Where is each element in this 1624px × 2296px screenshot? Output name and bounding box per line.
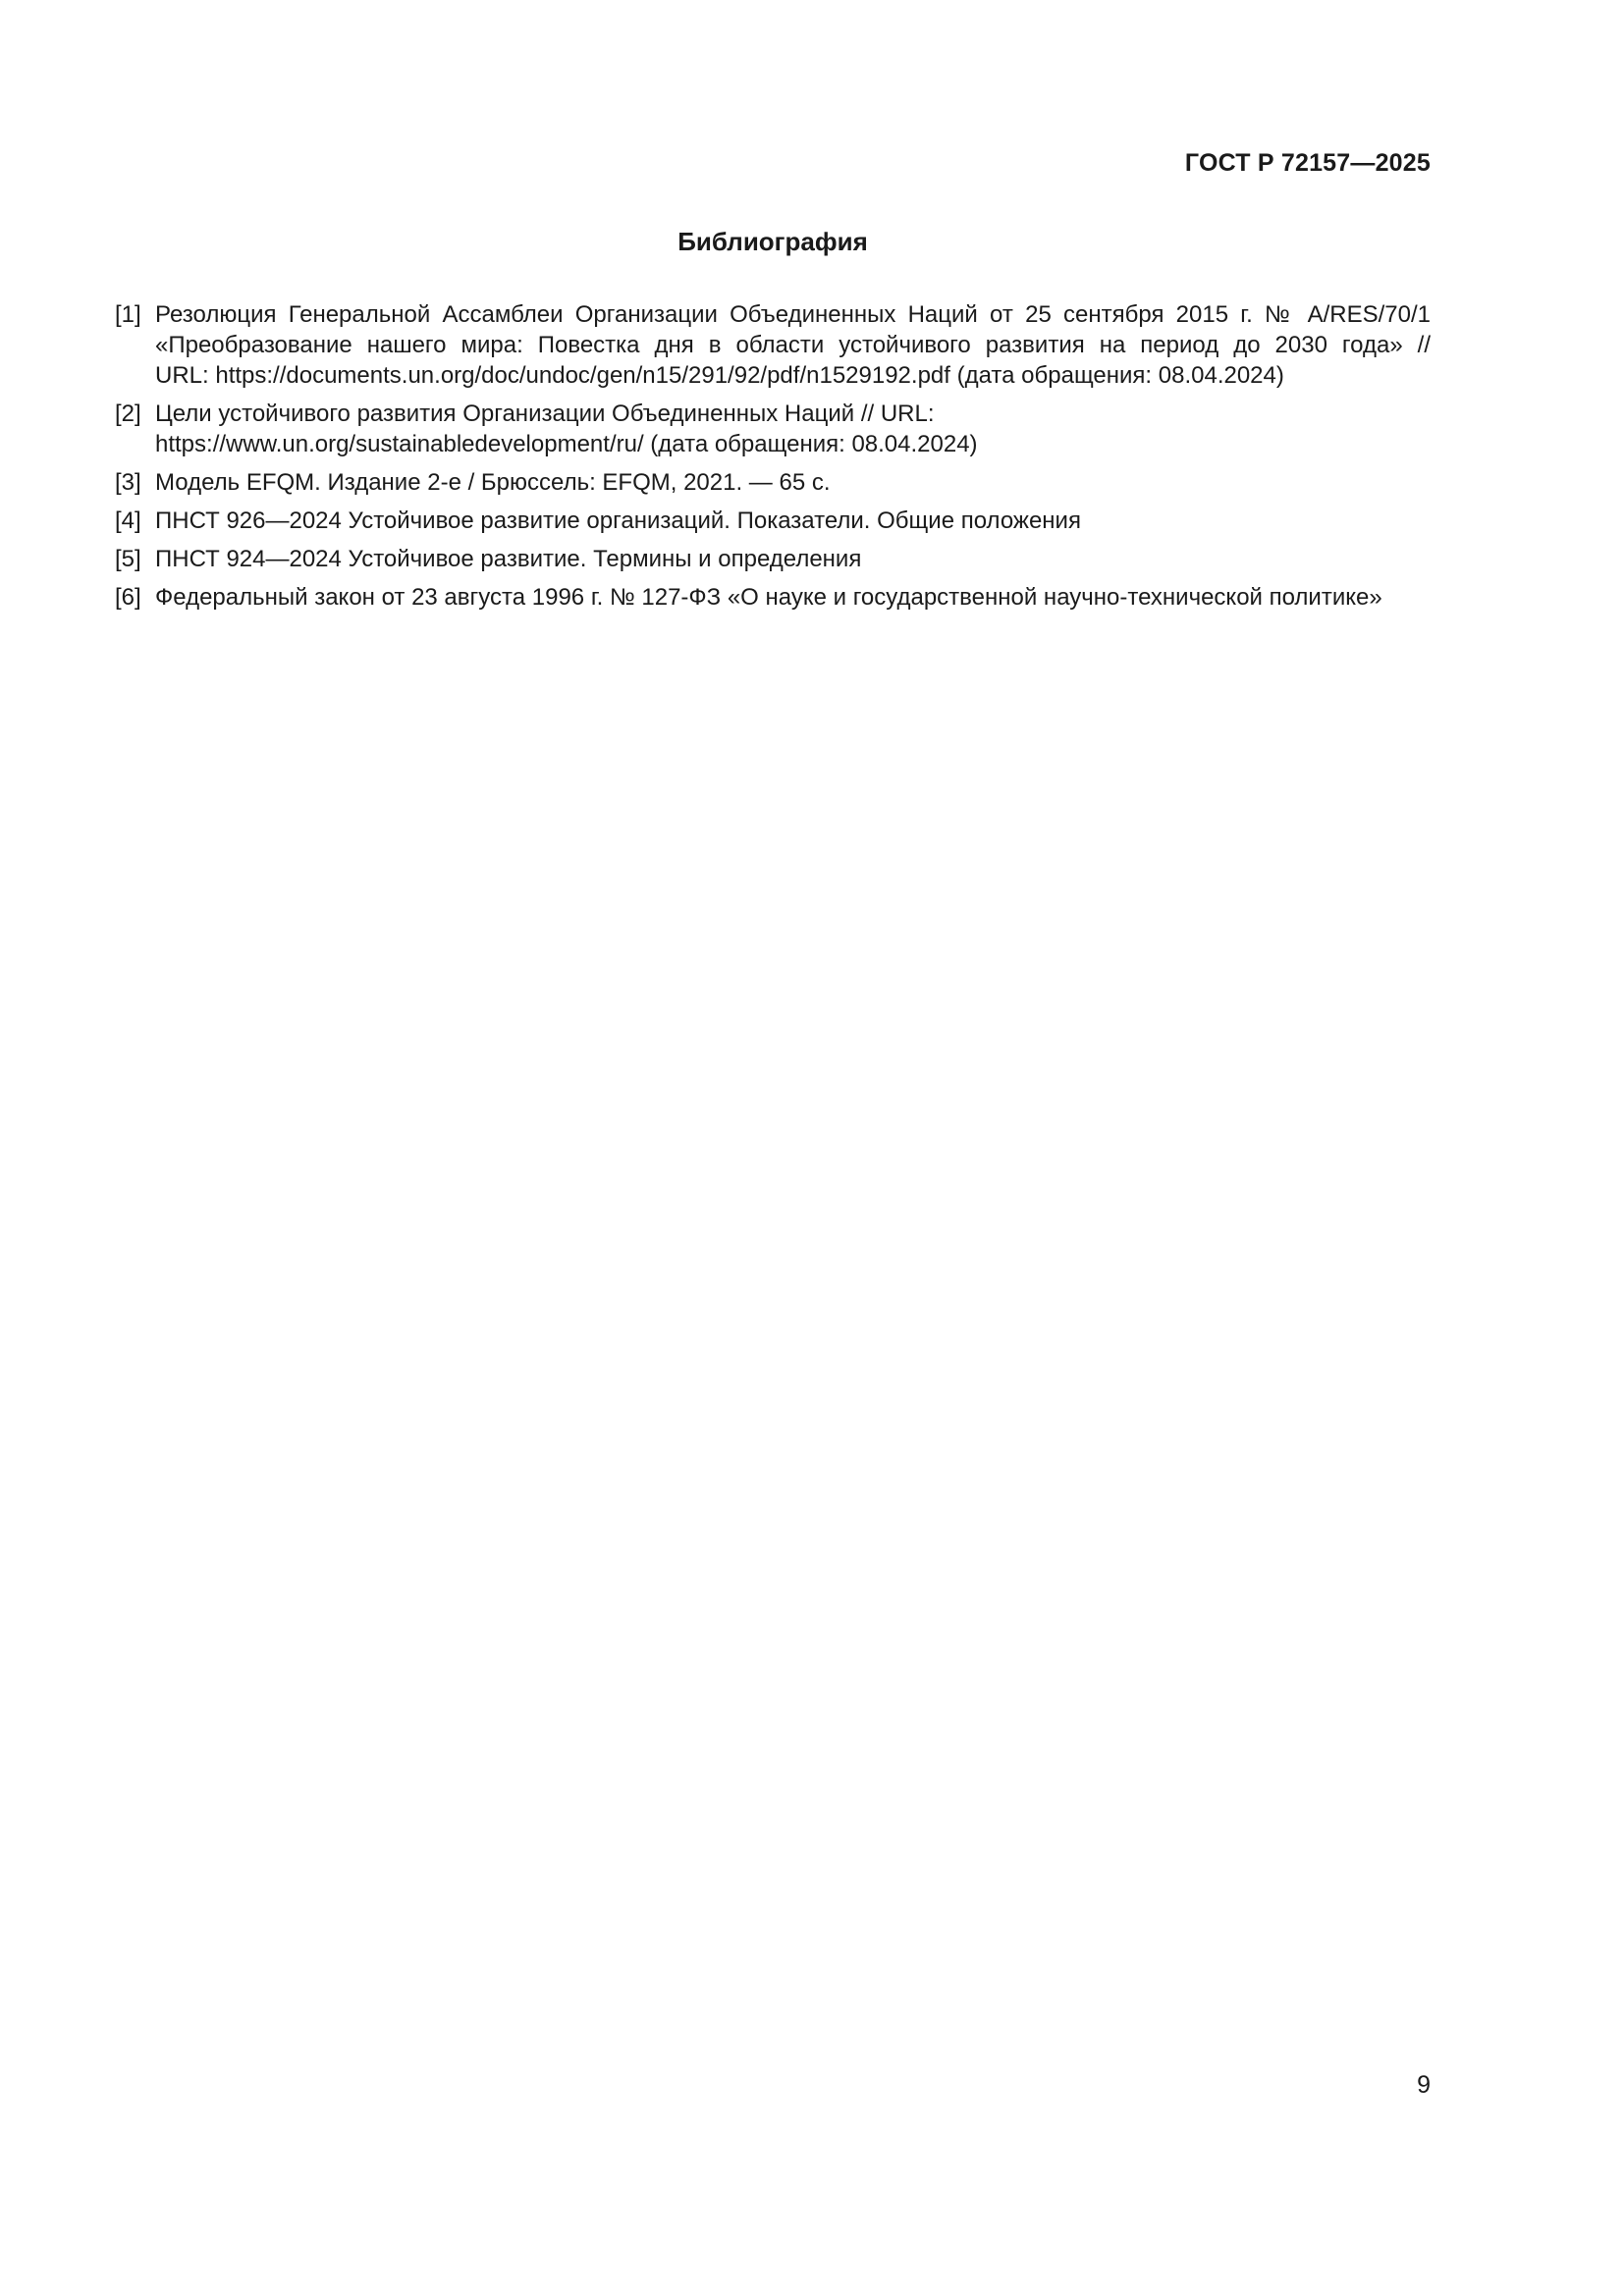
entry-number: [2] [115, 400, 141, 427]
document-standard-code: ГОСТ Р 72157—2025 [1184, 149, 1431, 177]
entry-line: ПНСТ 924—2024 Устойчивое развитие. Термины и определения [155, 546, 862, 572]
entry-number: [1] [115, 301, 141, 328]
entry-text [155, 544, 1431, 574]
bibliography-entry [115, 582, 1431, 613]
entry-number: [5] [115, 546, 141, 572]
entry-line: ПНСТ 926—2024 Устойчивое развитие организаций. Показатели. Общие положения [155, 507, 1081, 534]
bibliography-entry [115, 506, 1431, 536]
entry-line: https://www.un.org/sustainabledevelopment/ru/ (дата обращения: 08.04.2024) [155, 431, 978, 457]
bibliography-list [115, 299, 1431, 620]
entry-number: [3] [115, 469, 141, 496]
entry-line: Модель EFQM. Издание 2-е / Брюссель: EFQM, 2021. — 65 с. [155, 469, 831, 496]
entry-line: Цели устойчивого развития Организации Объединенных Наций // URL: [155, 400, 935, 427]
entry-text [155, 582, 1431, 613]
bibliography-entry [115, 467, 1431, 498]
bibliography-entry [115, 544, 1431, 574]
bibliography-entry [115, 299, 1431, 391]
entry-text [155, 399, 1431, 459]
entry-line: Федеральный закон от 23 августа 1996 г. № 127-ФЗ «О науке и государственной научно-технической политике» [155, 584, 1382, 611]
entry-line: URL: https://documents.un.org/doc/undoc/gen/n15/291/92/pdf/n1529192.pdf (дата обращения: 08.04.2024) [155, 362, 1284, 389]
page-title: Библиография [677, 227, 868, 256]
entry-number: [4] [115, 507, 141, 534]
entry-number: [6] [115, 584, 141, 611]
bibliography-entry [115, 399, 1431, 459]
entry-line: «Преобразование нашего мира: Повестка дня в области устойчивого развития на период до 2030 года» // [155, 332, 1431, 358]
entry-line: Резолюция Генеральной Ассамблеи Организации Объединенных Наций от 25 сентября 2015 г. № A/RES/70/1 [155, 301, 1431, 328]
entry-text [155, 299, 1431, 391]
entry-text [155, 467, 1431, 498]
page-number: 9 [1417, 2071, 1431, 2099]
entry-text [155, 506, 1431, 536]
